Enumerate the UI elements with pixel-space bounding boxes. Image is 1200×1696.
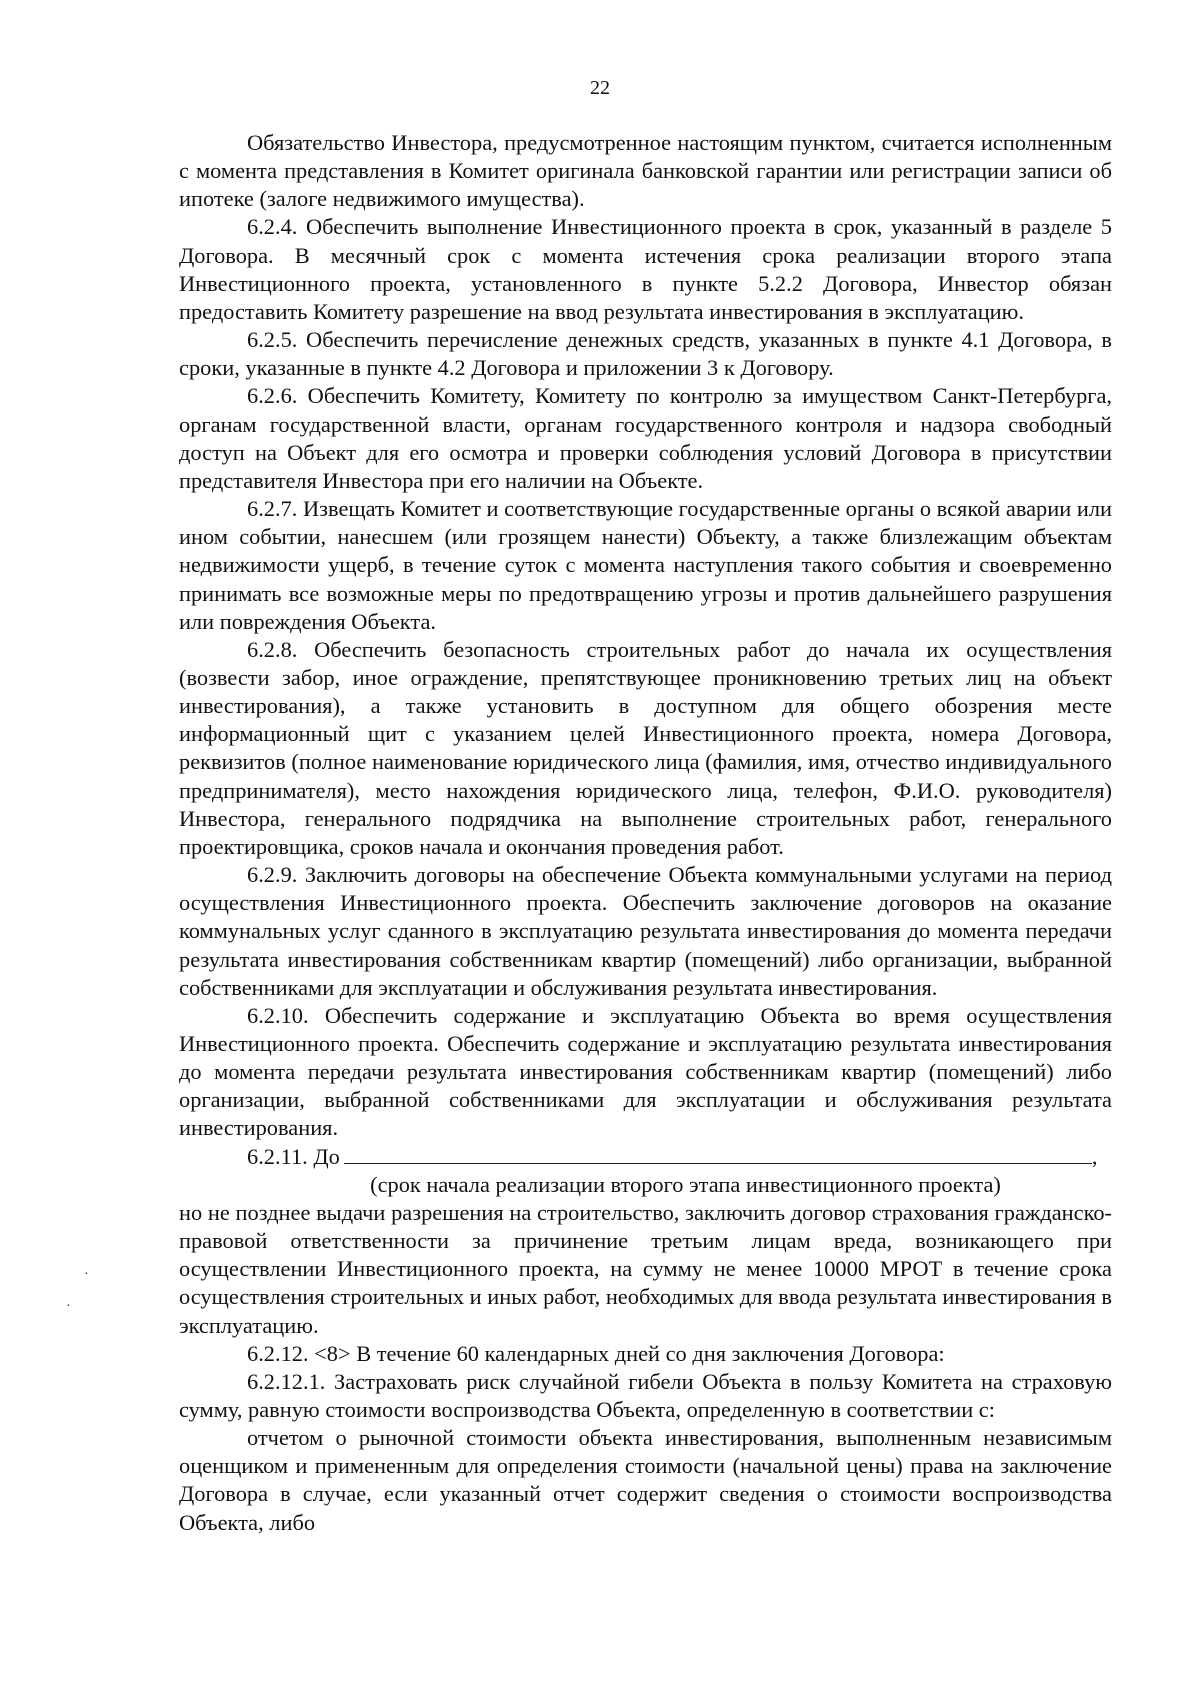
scan-speck: ·: [84, 1267, 89, 1282]
paragraph-6-2-4: 6.2.4. Обеспечить выполнение Инвестиционного проекта в срок, указанный в разделе 5 Договора. В месячный срок с момента истечения срока реализации второго этапа Инвестиционного проекта, установленного в пункте 5.2.2 Договора, Инвестор обязан предоставить Комитету разрешение на ввод результата инвестирования в эксплуатацию.: [179, 214, 1112, 324]
paragraph-valuation-report: отчетом о рыночной стоимости объекта инвестирования, выполненным независимым оценщиком и примененным для определения стоимости (начальной цены) права на заключение Договора в случае, если указанный отчет содержит сведения о стоимости воспроизводства Объекта, либо: [179, 1425, 1112, 1535]
paragraph-6-2-9: 6.2.9. Заключить договоры на обеспечение Объекта коммунальными услугами на период осуществления Инвестиционного проекта. Обеспечить заключение договоров на оказание коммунальных услуг сданного в эксплуатацию результата инвестирования до момента передачи результата инвестирования собственникам квартир (помещений) либо организации, выбранной собственниками для эксплуатации и обслуживания результата инвестирования.: [179, 862, 1112, 1000]
paragraph-6-2-11-continuation: но не позднее выдачи разрешения на строительство, заключить договор страхования гражданско-правовой ответственности за причинение третьим лицам вреда, возникающего при осуществлении Инвестиционного проекта, на сумму не менее 10000 МРОТ в течение срока осуществления строительных и иных работ, необходимых для ввода результата инвестирования в эксплуатацию.: [179, 1199, 1112, 1338]
paragraph-6-2-6: 6.2.6. Обеспечить Комитету, Комитету по контролю за имуществом Санкт-Петербурга, органам государственной власти, органам государственного контроля и надзора свободный доступ на Объект для его осмотра и проверки соблюдения условий Договора в присутствии представителя Инвестора при его наличии на Объекте.: [179, 383, 1112, 493]
paragraph-6-2-12: 6.2.12. <8> В течение 60 календарных дней со дня заключения Договора:: [247, 1340, 945, 1366]
paragraph-6-2-12-1: 6.2.12.1. Застраховать риск случайной гибели Объекта в пользу Комитета на страховую сумму, равную стоимости воспроизводства Объекта, определенную в соответствии с:: [179, 1368, 1112, 1423]
paragraph-6-2-10: 6.2.10. Обеспечить содержание и эксплуатацию Объекта во время осуществления Инвестиционного проекта. Обеспечить содержание и эксплуатацию результата инвестирования до момента передачи результата инвестирования собственникам квартир (помещений) либо организации, выбранной собственниками для эксплуатации и обслуживания результата инвестирования.: [179, 1002, 1112, 1141]
page-number: 22: [590, 77, 610, 99]
scan-speck: ·: [66, 1299, 71, 1314]
blank-caption: (срок начала реализации второго этапа инвестиционного проекта): [370, 1171, 1001, 1197]
paragraph-6-2-7: 6.2.7. Извещать Комитет и соответствующие государственные органы о всякой аварии или ином событии, нанесшем (или грозящем нанести) Объекту, а также близлежащим объектам недвижимости ущерб, в течение суток с момента наступления такого события и своевременно принимать все возможные меры по предотвращению угрозы и против дальнейшего разрушения или повреждения Объекта.: [179, 496, 1112, 634]
paragraph-6-2-8: 6.2.8. Обеспечить безопасность строительных работ до начала их осуществления (возвести забор, иное ограждение, препятствующее проникновению третьих лиц на объект инвестирования), а также установить в доступном для общего обозрения месте информационный щит с указанием целей Инвестиционного проекта, номера Договора, реквизитов (полное наименование юридического лица (фамилия, имя, отчество индивидуального предпринимателя), место нахождения юридического лица, телефон, Ф.И.О. руководителя) Инвестора, генерального подрядчика на выполнение строительных работ, генерального проектировщика, сроков начала и окончания проведения работ.: [179, 636, 1112, 859]
paragraph-6-2-11-prefix: 6.2.11. До: [247, 1143, 340, 1169]
paragraph-guarantee-obligation: Обязательство Инвестора, предусмотренное настоящим пунктом, считается исполненным с момента представления в Комитет оригинала банковской гарантии или регистрации записи об ипотеке (залоге недвижимого имущества).: [179, 130, 1112, 212]
fill-in-blank-line: [344, 1143, 1092, 1164]
document-body: [179, 129, 1112, 1537]
paragraph-6-2-11-line: [179, 1143, 1112, 1171]
paragraph-6-2-11-suffix: ,: [1091, 1143, 1098, 1169]
paragraph-6-2-5: 6.2.5. Обеспечить перечисление денежных средств, указанных в пункте 4.1 Договора, в сроки, указанные в пункте 4.2 Договора и приложении 3 к Договору.: [179, 327, 1112, 381]
